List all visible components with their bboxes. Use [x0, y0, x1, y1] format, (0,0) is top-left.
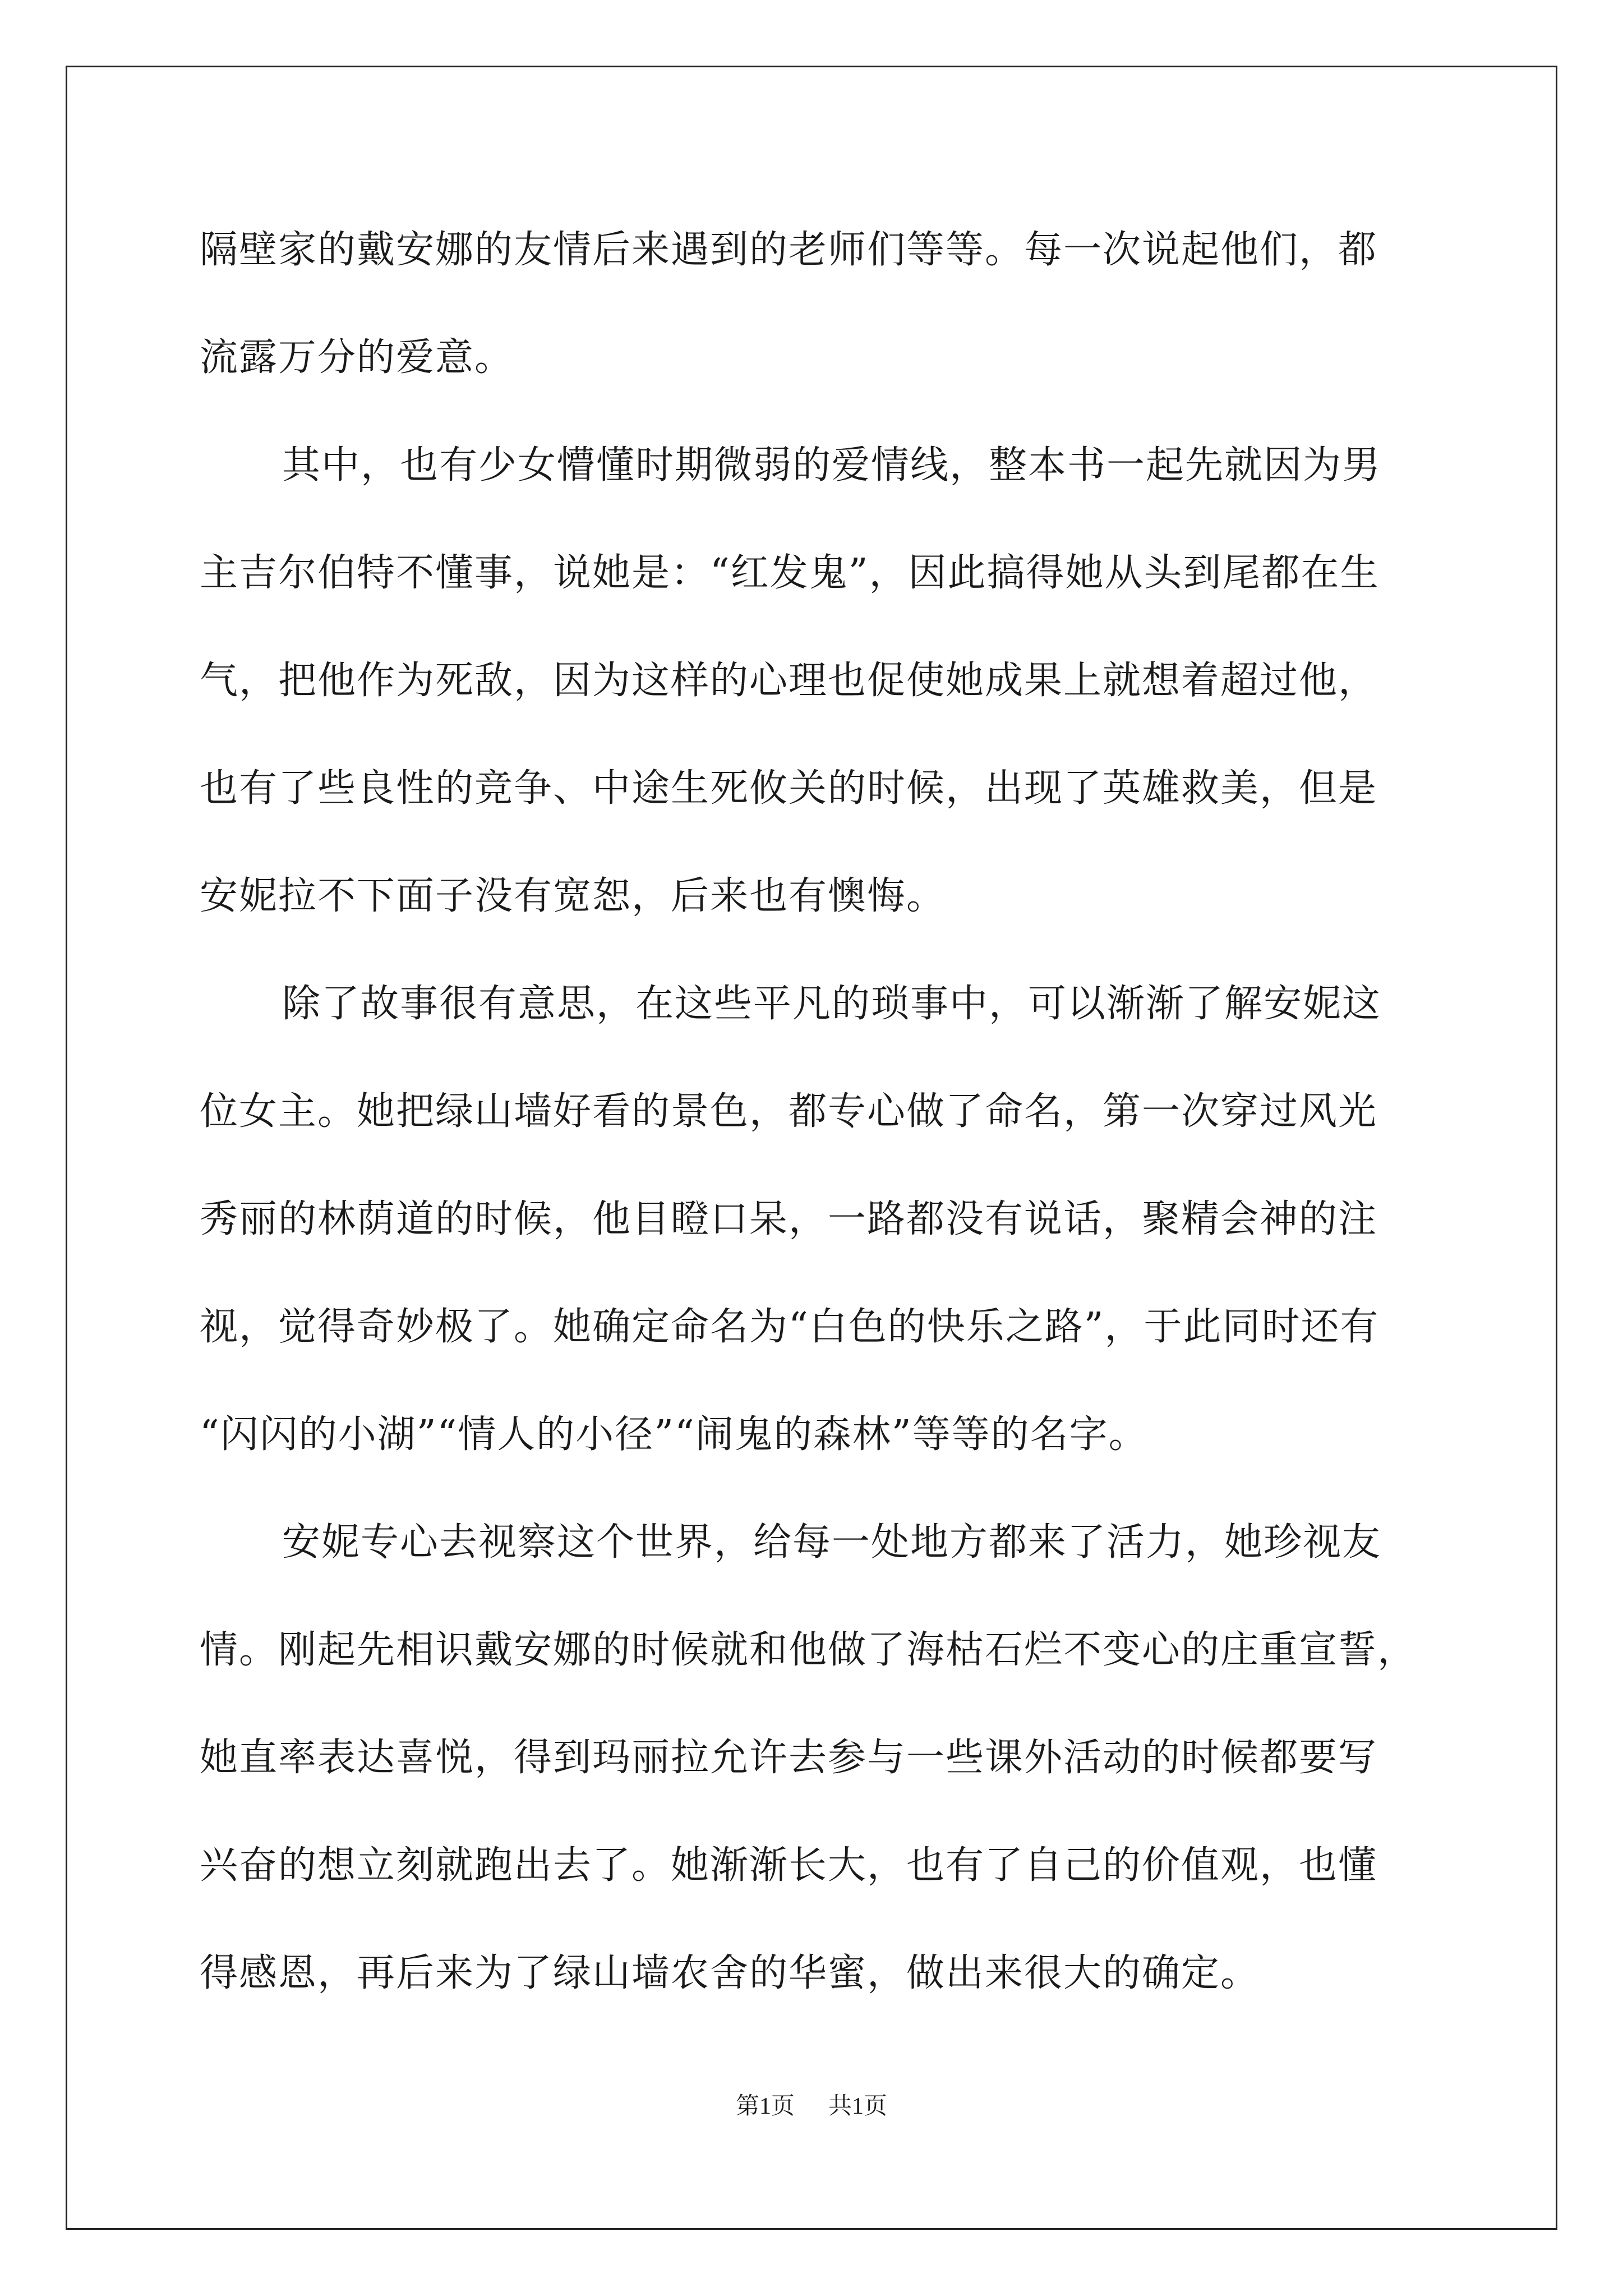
text-line: 视，觉得奇妙极了。她确定命名为“白色的快乐之路”，于此同时还有 — [200, 1305, 1380, 1349]
text-line: 隔壁家的戴安娜的友情后来遇到的老师们等等。每一次说起他们，都 — [200, 228, 1378, 272]
text-line: 安妮拉不下面子没有宽恕，后来也有懊悔。 — [200, 874, 946, 918]
document-body — [200, 213, 1431, 2044]
text-line: 得感恩，再后来为了绿山墙农舍的华蜜，做出来很大的确定。 — [200, 1951, 1260, 1995]
text-line: 也有了些良性的竞争、中途生死攸关的时候，出现了英雄救美，但是 — [200, 766, 1378, 811]
page-number: 第1页 — [735, 2093, 795, 2119]
text-line: 她直率表达喜悦，得到玛丽拉允许去参与一些课外活动的时候都要写 — [200, 1736, 1378, 1780]
paragraph-start-line: 安妮专心去视察这个世界，给每一处地方都来了活力，她珍视友 — [282, 1520, 1382, 1565]
paragraph-start-line: 其中，也有少女懵懂时期微弱的爱情线，整本书一起先就因为男 — [282, 443, 1382, 487]
text-line: 情。刚起先相识戴安娜的时候就和他做了海枯石烂不变心的庄重宣誓， — [200, 1628, 1417, 1672]
page-total: 共1页 — [828, 2093, 888, 2119]
text-line: 秀丽的林荫道的时候，他目瞪口呆，一路都没有说话，聚精会神的注 — [200, 1197, 1378, 1241]
text-line: 气，把他作为死敌，因为这样的心理也促使她成果上就想着超过他， — [200, 659, 1378, 703]
text-line: 主吉尔伯特不懂事，说她是：“红发鬼”，因此搞得她从头到尾都在生 — [200, 551, 1380, 595]
text-line: “闪闪的小湖”“情人的小径”“闹鬼的森林”等等的名字。 — [200, 1412, 1148, 1457]
paragraph-start-line: 除了故事很有意思，在这些平凡的琐事中，可以渐渐了解安妮这 — [282, 982, 1382, 1026]
text-line: 兴奋的想立刻就跑出去了。她渐渐长大，也有了自己的价值观，也懂 — [200, 1843, 1378, 1888]
text-line: 位女主。她把绿山墙好看的景色，都专心做了命名，第一次穿过风光 — [200, 1089, 1378, 1134]
page-footer — [0, 2090, 1623, 2123]
text-line: 流露万分的爱意。 — [200, 335, 514, 380]
